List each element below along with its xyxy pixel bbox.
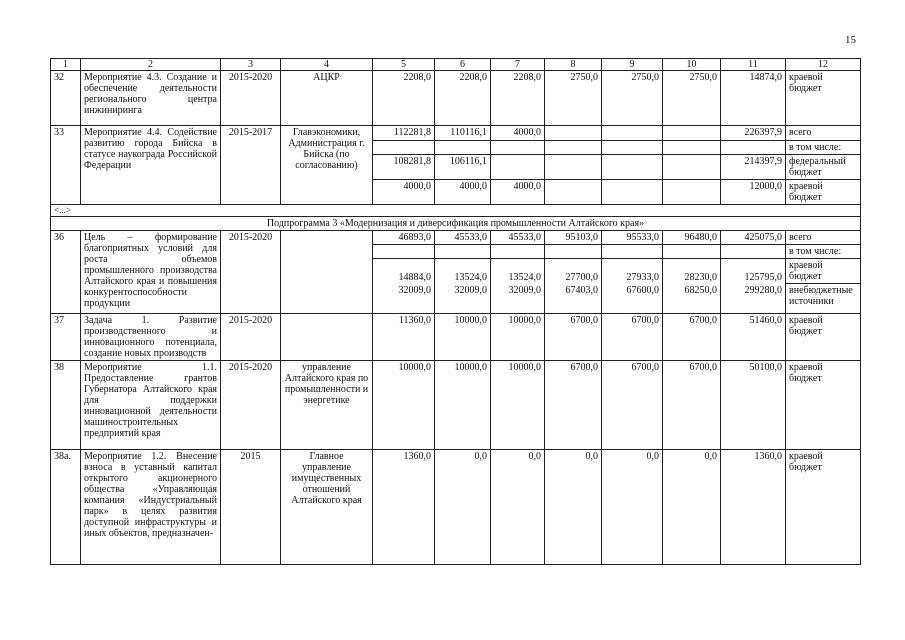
table-row xyxy=(51,126,861,141)
page-number: 15 xyxy=(845,34,856,46)
value-cell xyxy=(602,126,663,141)
funding-source: краевой бюджет xyxy=(786,361,861,450)
value-cell: 10000,0 xyxy=(491,361,545,450)
value-cell: 96480,0 xyxy=(663,231,721,245)
value-cell: 4000,0 xyxy=(435,180,491,205)
funding-source: федеральный бюджет xyxy=(786,155,861,180)
value-cell: 108281,8 xyxy=(373,155,435,180)
value-cell: 110116,1 xyxy=(435,126,491,141)
header-cell: 11 xyxy=(721,59,786,71)
measure-text: Мероприятие 1.2. Внесение взноса в уставный капитал открытого акционерного общества «Управляющая компания «Индустриальный парк» в целях развития доступной инфраструктуры и иных объектов, предназначен- xyxy=(81,450,221,565)
row-number: 36 xyxy=(51,231,81,314)
value-cell: 27933,0 xyxy=(602,259,663,284)
value-cell: 46893,0 xyxy=(373,231,435,245)
executor: Главэкономики, Администрация г. Бийска (по согласованию) xyxy=(281,126,373,205)
header-cell: 7 xyxy=(491,59,545,71)
value-cell xyxy=(545,126,602,141)
value-cell: 32009,0 xyxy=(491,284,545,314)
value-cell: 14874,0 xyxy=(721,71,786,126)
funding-source: в том числе: xyxy=(786,245,861,259)
period: 2015-2017 xyxy=(221,126,281,205)
value-cell: 10000,0 xyxy=(373,361,435,450)
value-cell xyxy=(545,155,602,180)
row-number: 37 xyxy=(51,314,81,361)
measure-text: Мероприятие 1.1. Предоставление грантов Губернатора Алтайского края для поддержки инновационной деятельности машиностроительных предприятий края xyxy=(81,361,221,450)
header-cell: 3 xyxy=(221,59,281,71)
value-cell: 2208,0 xyxy=(491,71,545,126)
table-row xyxy=(51,450,861,565)
value-cell xyxy=(663,126,721,141)
value-cell: 28230,0 xyxy=(663,259,721,284)
period: 2015 xyxy=(221,450,281,565)
value-cell: 6700,0 xyxy=(545,361,602,450)
period: 2015-2020 xyxy=(221,231,281,314)
period: 2015-2020 xyxy=(221,71,281,126)
subprogram-row xyxy=(51,217,861,231)
value-cell: 0,0 xyxy=(435,450,491,565)
value-cell xyxy=(663,155,721,180)
value-cell: 13524,0 xyxy=(435,259,491,284)
value-cell: 95103,0 xyxy=(545,231,602,245)
value-cell: 299280,0 xyxy=(721,284,786,314)
value-cell: 4000,0 xyxy=(373,180,435,205)
executor: Главное управление имущественных отношений Алтайского края xyxy=(281,450,373,565)
value-cell: 226397,9 xyxy=(721,126,786,141)
value-cell: 27700,0 xyxy=(545,259,602,284)
table-row xyxy=(51,314,861,361)
value-cell: 4000,0 xyxy=(491,180,545,205)
value-cell: 67403,0 xyxy=(545,284,602,314)
value-cell: 11360,0 xyxy=(373,314,435,361)
value-cell: 214397,9 xyxy=(721,155,786,180)
value-cell: 106116,1 xyxy=(435,155,491,180)
period: 2015-2020 xyxy=(221,361,281,450)
executor: АЦКР xyxy=(281,71,373,126)
value-cell: 6700,0 xyxy=(602,314,663,361)
funding-source: краевой бюджет xyxy=(786,314,861,361)
value-cell: 68250,0 xyxy=(663,284,721,314)
value-cell: 12000,0 xyxy=(721,180,786,205)
value-cell xyxy=(602,155,663,180)
value-cell: 0,0 xyxy=(663,450,721,565)
funding-source: внебюджетные источники xyxy=(786,284,861,314)
header-cell: 9 xyxy=(602,59,663,71)
value-cell: 425075,0 xyxy=(721,231,786,245)
value-cell: 6700,0 xyxy=(602,361,663,450)
funding-source: всего xyxy=(786,231,861,245)
funding-source: в том числе: xyxy=(786,141,861,155)
header-cell: 12 xyxy=(786,59,861,71)
value-cell xyxy=(545,180,602,205)
value-cell: 0,0 xyxy=(545,450,602,565)
value-cell: 32009,0 xyxy=(373,284,435,314)
table-row xyxy=(51,205,861,217)
executor: управление Алтайского края по промышленности и энергетике xyxy=(281,361,373,450)
value-cell: 45533,0 xyxy=(491,231,545,245)
value-cell: 50100,0 xyxy=(721,361,786,450)
value-cell: 1360,0 xyxy=(373,450,435,565)
table-row xyxy=(51,71,861,126)
value-cell: 14884,0 xyxy=(373,259,435,284)
value-cell: 2750,0 xyxy=(545,71,602,126)
budget-table xyxy=(50,58,861,565)
header-cell: 1 xyxy=(51,59,81,71)
funding-source: краевой бюджет xyxy=(786,450,861,565)
value-cell: 6700,0 xyxy=(663,361,721,450)
value-cell: 4000,0 xyxy=(491,126,545,141)
value-cell: 6700,0 xyxy=(545,314,602,361)
value-cell xyxy=(491,155,545,180)
value-cell: 1360,0 xyxy=(721,450,786,565)
value-cell: 10000,0 xyxy=(435,361,491,450)
row-number: 32 xyxy=(51,71,81,126)
value-cell: 2750,0 xyxy=(663,71,721,126)
value-cell: 45533,0 xyxy=(435,231,491,245)
subprogram-title: Подпрограмма 3 «Модернизация и диверсификация промышленности Алтайского края» xyxy=(51,217,861,231)
measure-text: Задача 1. Развитие производственного и инновационного потенциала, создание новых производств xyxy=(81,314,221,361)
header-row xyxy=(51,59,861,71)
executor xyxy=(281,314,373,361)
value-cell: 10000,0 xyxy=(435,314,491,361)
value-cell: 95533,0 xyxy=(602,231,663,245)
funding-source: краевой бюджет xyxy=(786,71,861,126)
period: 2015-2020 xyxy=(221,314,281,361)
value-cell: 2208,0 xyxy=(435,71,491,126)
measure-text: Цель – формирование благоприятных условий для роста объемов промышленного производства Алтайского края и повышения конкурентоспособности продукции xyxy=(81,231,221,314)
measure-text: Мероприятие 4.4. Содействие развитию города Бийска в статусе наукограда Российской Федерации xyxy=(81,126,221,205)
header-cell: 4 xyxy=(281,59,373,71)
funding-source: краевой бюджет xyxy=(786,259,861,284)
funding-source: всего xyxy=(786,126,861,141)
value-cell: 6700,0 xyxy=(663,314,721,361)
value-cell: 13524,0 xyxy=(491,259,545,284)
value-cell xyxy=(663,180,721,205)
funding-source: краевой бюджет xyxy=(786,180,861,205)
header-cell: 8 xyxy=(545,59,602,71)
value-cell: 2208,0 xyxy=(373,71,435,126)
table-row xyxy=(51,231,861,245)
value-cell: 32009,0 xyxy=(435,284,491,314)
value-cell xyxy=(602,180,663,205)
value-cell: 51460,0 xyxy=(721,314,786,361)
ellipsis-marker: <...> xyxy=(51,205,861,217)
row-number: 38 xyxy=(51,361,81,450)
table-row xyxy=(51,361,861,450)
header-cell: 2 xyxy=(81,59,221,71)
value-cell: 67600,0 xyxy=(602,284,663,314)
value-cell: 2750,0 xyxy=(602,71,663,126)
value-cell: 125795,0 xyxy=(721,259,786,284)
executor xyxy=(281,231,373,314)
value-cell: 10000,0 xyxy=(491,314,545,361)
measure-text: Мероприятие 4.3. Создание и обеспечение деятельности регионального центра инжиниринга xyxy=(81,71,221,126)
value-cell: 0,0 xyxy=(602,450,663,565)
header-cell: 5 xyxy=(373,59,435,71)
row-number: 33 xyxy=(51,126,81,205)
row-number: 38а. xyxy=(51,450,81,565)
header-cell: 10 xyxy=(663,59,721,71)
value-cell: 112281,8 xyxy=(373,126,435,141)
header-cell: 6 xyxy=(435,59,491,71)
value-cell: 0,0 xyxy=(491,450,545,565)
